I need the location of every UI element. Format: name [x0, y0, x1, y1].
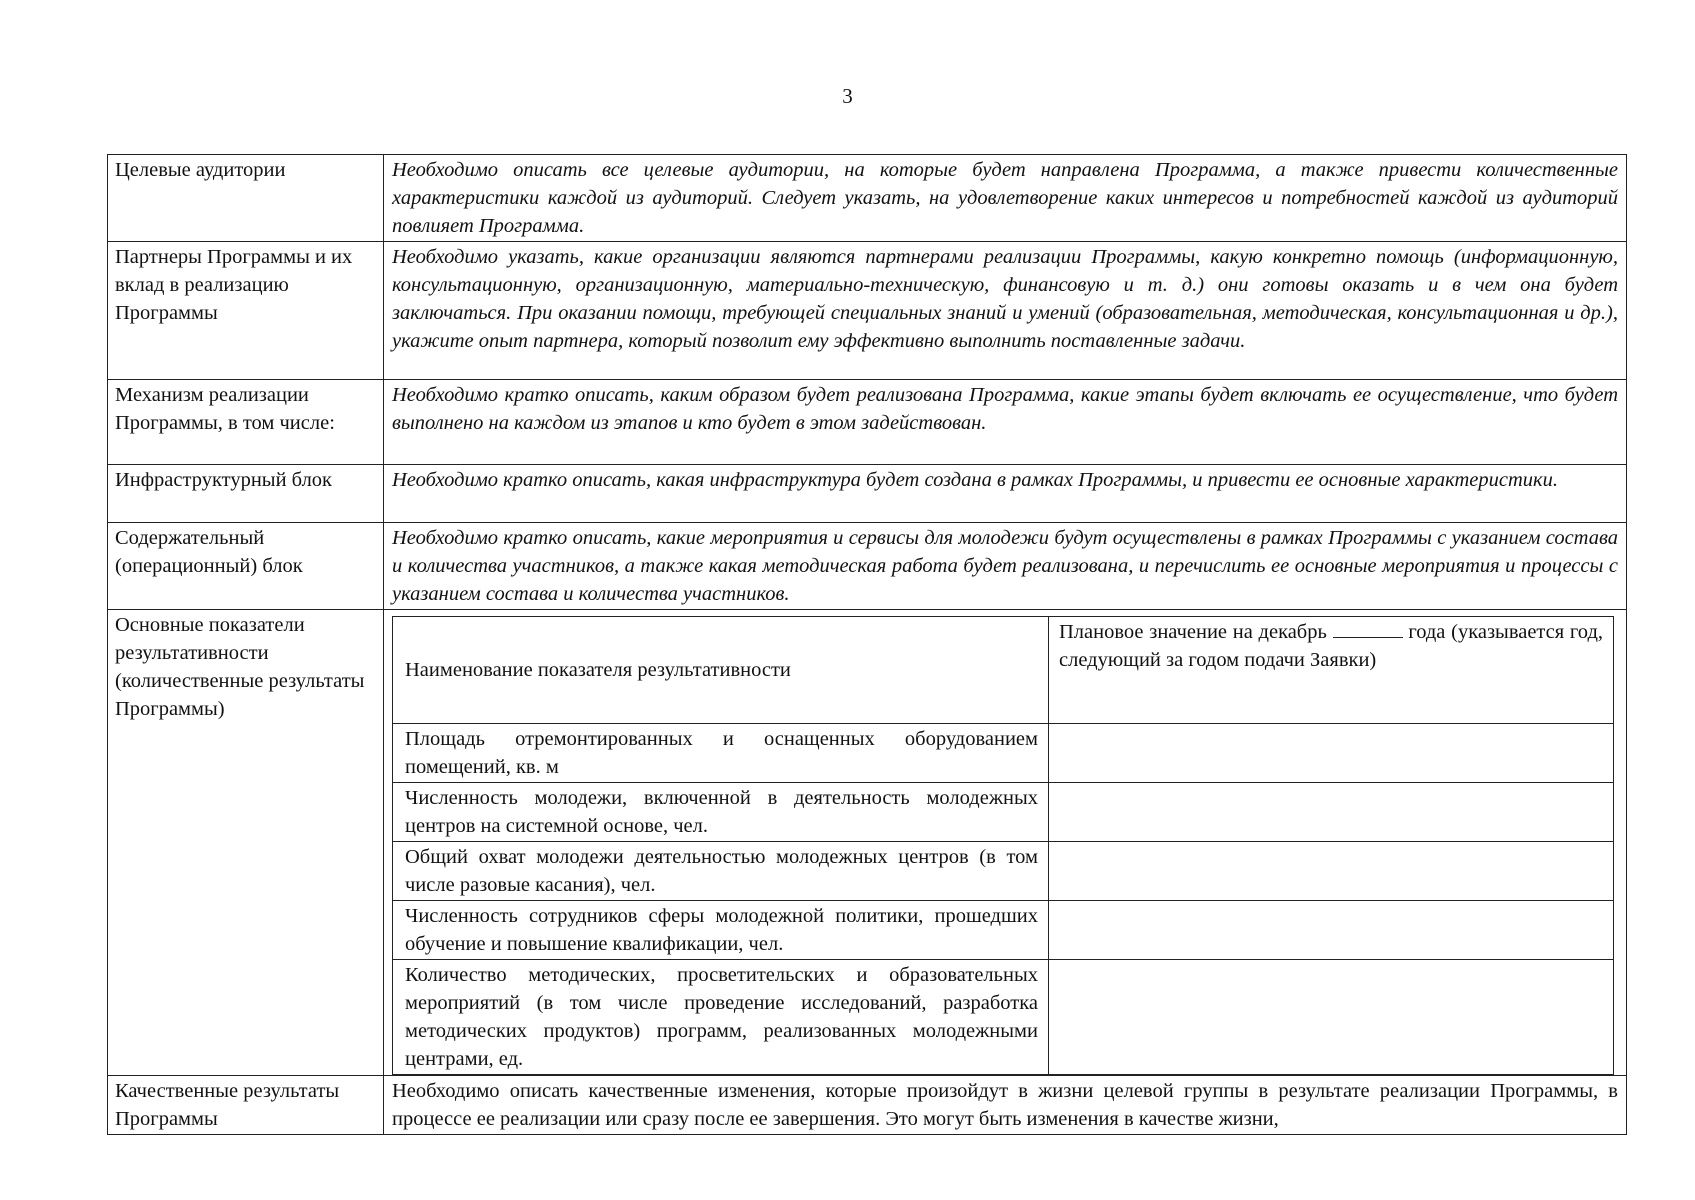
row-label-content-block: Содержательный (операционный) блок [108, 523, 384, 610]
kpi-row [393, 960, 1614, 1075]
kpi-name: Площадь отремонтированных и оснащенных оборудованием помещений, кв. м [393, 724, 1049, 783]
table-row [108, 610, 1627, 1076]
row-label-partners: Партнеры Программы и их вклад в реализацию Программы [108, 242, 384, 380]
row-label-kpi: Основные показатели результативности (количественные результаты Программы) [108, 610, 384, 1076]
row-text-target-audiences: Необходимо описать все целевые аудитории, на которые будет направлена Программа, а также привести количественные характеристики каждой из аудиторий. Следует указать, на удовлетворение каких интересов и потребностей каждой из аудиторий повлияет Программа. [384, 155, 1627, 242]
page-number: 3 [842, 84, 853, 108]
quality-text: Необходимо описать качественные изменения, которые произойдут в жизни целевой группы в результате реализации Программы, в процессе ее реализации или сразу после ее завершения. Это могут быть изменения в качестве жизни, [392, 1080, 1618, 1130]
kpi-value-cell[interactable] [1049, 783, 1614, 842]
row-text-quality [384, 1076, 1627, 1135]
kpi-header-row [393, 617, 1614, 724]
kpi-name: Количество методических, просветительских и образовательных мероприятий (в том числе проведение исследований, разработка методических продуктов) программ, реализованных молодежными центрами, ед. [393, 960, 1049, 1075]
table-row [108, 242, 1627, 380]
kpi-header-value-end: года (указывается год, следующий за годом подачи Заявки) [1059, 621, 1604, 671]
kpi-header-value [1049, 617, 1614, 724]
kpi-name: Численность сотрудников сферы молодежной политики, прошедших обучение и повышение квалификации, чел. [393, 901, 1049, 960]
row-label-target-audiences: Целевые аудитории [108, 155, 384, 242]
table-row [108, 1076, 1627, 1135]
kpi-cell [384, 610, 1627, 1076]
quality-label-text: Качественные результаты Программы [115, 1080, 340, 1130]
kpi-value-cell[interactable] [1049, 960, 1614, 1075]
kpi-header-value-start: Плановое значение на декабрь [1059, 621, 1327, 643]
kpi-value-cell[interactable] [1049, 901, 1614, 960]
kpi-value-cell[interactable] [1049, 842, 1614, 901]
kpi-table [392, 616, 1614, 1075]
row-text-content-block: Необходимо кратко описать, какие мероприятия и сервисы для молодежи будут осуществлены в рамках Программы с указанием состава и количества участников, а также какая методическая работа будет реализована, и перечислить ее основные мероприятия и процессы с указанием состава и количества участников. [384, 523, 1627, 610]
table-row [108, 523, 1627, 610]
table-row [108, 155, 1627, 242]
kpi-name: Общий охват молодежи деятельностью молодежных центров (в том числе разовые касания), чел. [393, 842, 1049, 901]
kpi-row [393, 783, 1614, 842]
application-form-table [107, 154, 1627, 1135]
row-text-partners: Необходимо указать, какие организации являются партнерами реализации Программы, какую конкретно помощь (информационную, консультационную, организационную, материально-техническую, финансовую и т. д.) они готовы оказать и в чем она будет заключаться. При оказании помощи, требующей специальных знаний и умений (образовательная, методическая, консультационная и др.), укажите опыт партнера, который позволит ему эффективно выполнить поставленные задачи. [384, 242, 1627, 380]
kpi-row [393, 842, 1614, 901]
kpi-row [393, 901, 1614, 960]
kpi-row [393, 724, 1614, 783]
year-blank-line [1333, 619, 1403, 638]
table-row [108, 380, 1627, 465]
kpi-name: Численность молодежи, включенной в деятельность молодежных центров на системной основе, чел. [393, 783, 1049, 842]
row-text-infrastructure: Необходимо кратко описать, какая инфраструктура будет создана в рамках Программы, и привести ее основные характеристики. [384, 465, 1627, 523]
row-text-mechanism: Необходимо кратко описать, каким образом будет реализована Программа, какие этапы будет включать ее осуществление, что будет выполнено на каждом из этапов и кто будет в этом задействован. [384, 380, 1627, 465]
row-label-mechanism: Механизм реализации Программы, в том числе: [108, 380, 384, 465]
kpi-value-cell[interactable] [1049, 724, 1614, 783]
row-label-quality [108, 1076, 384, 1135]
row-label-infrastructure: Инфраструктурный блок [108, 465, 384, 523]
kpi-header-name: Наименование показателя результативности [393, 617, 1049, 724]
table-row [108, 465, 1627, 523]
